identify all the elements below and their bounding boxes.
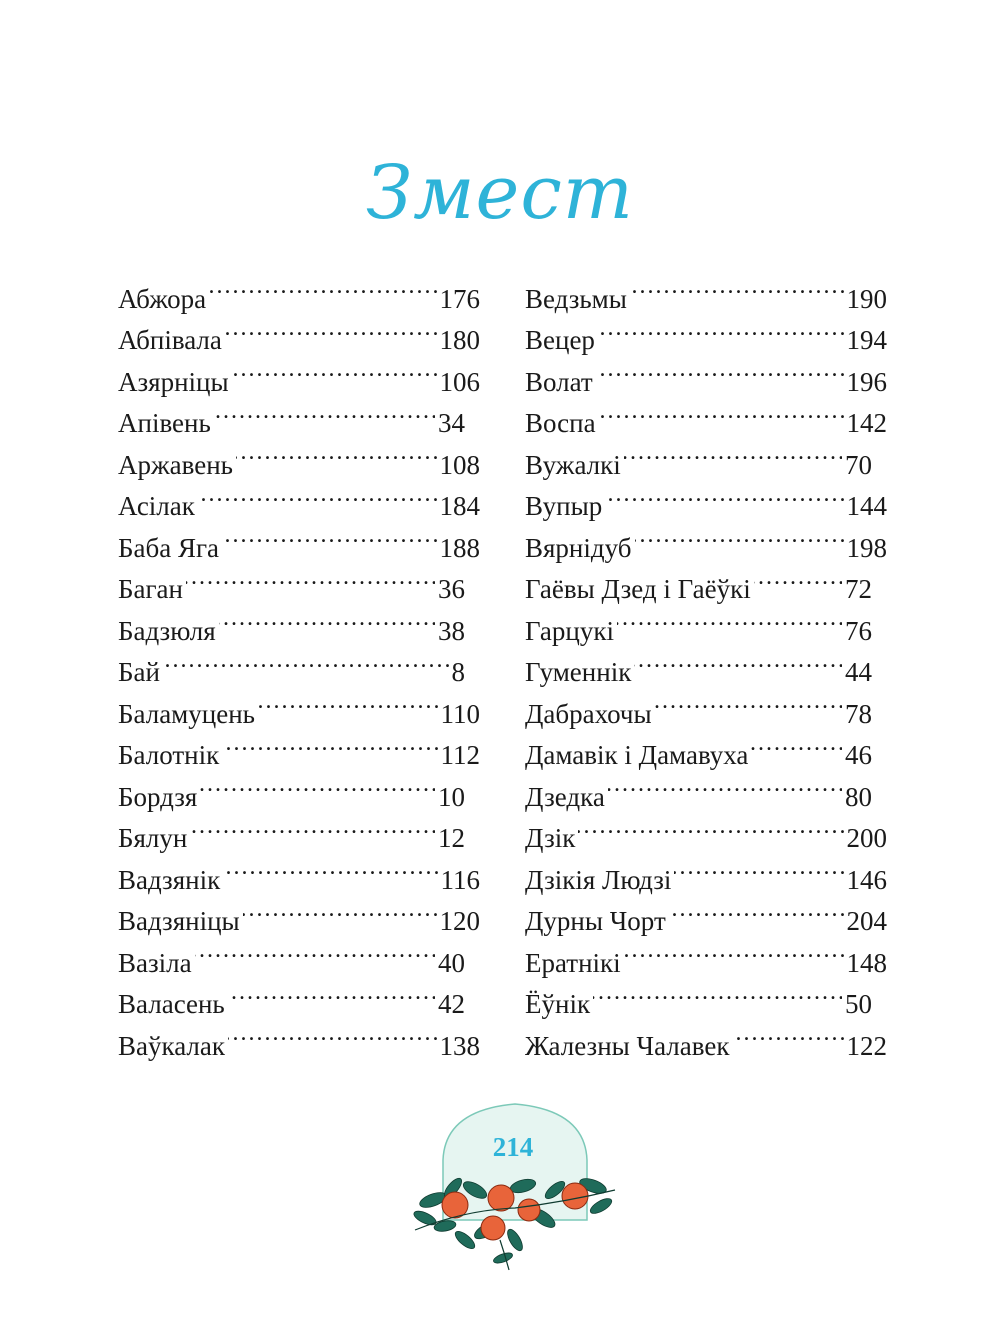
dot-leader: [593, 972, 842, 1014]
dot-leader: [190, 806, 435, 848]
dot-leader: [596, 349, 844, 391]
toc-entry-page: 144: [846, 491, 887, 521]
dot-leader: [195, 930, 435, 972]
dot-leader: [222, 515, 436, 557]
dot-leader: [232, 349, 437, 391]
toc-entry-page: 148: [846, 947, 887, 978]
dot-leader: [634, 640, 842, 682]
toc-entry-title: Бай: [118, 657, 160, 687]
toc-entry-page: 12: [438, 823, 465, 853]
toc-entry-page: 46: [845, 740, 872, 770]
toc-entry-page: 70: [845, 449, 872, 480]
dot-leader: [163, 640, 449, 682]
dot-leader: [243, 889, 437, 931]
dot-leader: [219, 598, 435, 640]
toc-entry-title: Вазіла: [118, 947, 192, 978]
dot-leader: [214, 391, 435, 433]
dot-leader: [669, 889, 844, 931]
toc-entry-page: 142: [846, 408, 887, 438]
toc-entry-title: Асілак: [118, 491, 195, 521]
toc-entry-page: 42: [438, 989, 465, 1019]
toc-entry-page: 190: [846, 283, 887, 314]
fruit-branch-ornament: [405, 1090, 625, 1290]
toc-entry: [525, 266, 887, 314]
toc-entry-page: 198: [846, 532, 887, 563]
toc-entry-page: 44: [845, 657, 872, 687]
dot-leader: [732, 1013, 843, 1055]
toc-entry-page: 184: [439, 491, 480, 521]
dot-leader: [578, 806, 843, 848]
toc-entry-page: 50: [845, 989, 872, 1019]
toc-entry-title: Дзедка: [525, 781, 605, 812]
toc-entry-title: Волат: [525, 366, 593, 397]
toc-entry-title: Абжора: [118, 283, 207, 314]
toc-entry-page: 146: [846, 864, 887, 895]
toc-entry-page: 116: [440, 864, 480, 895]
toc-entry: [118, 681, 480, 729]
dot-leader: [624, 432, 842, 474]
dot-leader: [198, 474, 437, 516]
toc-entry-title: Дурны Чорт: [525, 906, 666, 936]
dot-leader: [209, 266, 436, 308]
toc-entry-title: Ваўкалак: [118, 1030, 225, 1061]
toc-entry-title: Бордзя: [118, 781, 198, 812]
toc-entry-page: 122: [846, 1030, 887, 1061]
toc-entry-title: Апівень: [118, 408, 211, 438]
dot-leader: [608, 764, 842, 806]
toc-entry-title: Вадзянік: [118, 864, 221, 895]
toc-entry-page: 204: [846, 906, 887, 936]
dot-leader: [655, 681, 842, 723]
dot-leader: [258, 681, 438, 723]
toc-entry-title: Бадзюля: [118, 615, 216, 646]
toc-entry: [118, 266, 480, 314]
dot-leader: [225, 308, 437, 350]
toc-entry-page: 194: [846, 325, 887, 355]
toc-entry-page: 10: [438, 781, 465, 812]
toc-right-column: [525, 266, 887, 1061]
page-number: 214: [492, 1132, 534, 1162]
toc-entry-page: 176: [439, 283, 480, 314]
dot-leader: [605, 474, 843, 516]
dot-leader: [222, 723, 437, 765]
toc-entry-title: Гарцукі: [525, 615, 614, 646]
toc-entry-title: Балотнік: [118, 740, 220, 770]
dot-leader: [200, 764, 435, 806]
toc-entry-page: 110: [440, 698, 480, 729]
toc-entry-title: Баган: [118, 574, 183, 604]
toc-entry-page: 138: [439, 1030, 480, 1061]
toc-entry: [525, 806, 887, 853]
toc-entry-page: 80: [845, 781, 872, 812]
toc-entry-page: 188: [439, 532, 480, 563]
toc-entry-title: Аржавень: [118, 449, 233, 480]
toc-entry-title: Абпівала: [118, 325, 222, 355]
toc-entry-page: 38: [438, 615, 465, 646]
toc-entry-page: 76: [845, 615, 872, 646]
toc-entry-page: 72: [845, 574, 872, 604]
toc-entry: [525, 847, 887, 895]
dot-leader: [236, 432, 437, 474]
toc-entry-title: Дабрахочы: [525, 698, 652, 729]
dot-leader: [751, 723, 842, 765]
toc-entry-title: Воспа: [525, 408, 596, 438]
toc-entry-title: Гуменнік: [525, 657, 632, 687]
dot-leader: [754, 557, 842, 599]
toc-entry-title: Дзік: [525, 823, 576, 853]
toc-entry-title: Гаёвы Дзед і Гаёўкі: [525, 574, 751, 604]
dot-leader: [186, 557, 435, 599]
toc-entry-page: 200: [846, 823, 887, 853]
dot-leader: [223, 847, 437, 889]
toc-entry-title: Ёўнік: [525, 989, 591, 1019]
toc-entry-page: 78: [845, 698, 872, 729]
toc-entry-page: 36: [438, 574, 465, 604]
dot-leader: [228, 972, 435, 1014]
toc-entry-title: Вярнідуб: [525, 532, 632, 563]
dot-leader: [228, 1013, 437, 1055]
toc-entry-title: Вецер: [525, 325, 595, 355]
dot-leader: [630, 266, 844, 308]
toc-entry-title: Ведзьмы: [525, 283, 627, 314]
dot-leader: [674, 847, 843, 889]
toc-entry-title: Бялун: [118, 823, 188, 853]
dot-leader: [635, 515, 844, 557]
toc-left-column: [118, 266, 480, 1061]
toc-entry-page: 112: [440, 740, 480, 770]
dot-leader: [599, 391, 844, 433]
toc-entry-title: Вадзяніцы: [118, 906, 240, 936]
page-title: Змест: [366, 150, 634, 236]
dot-leader: [617, 598, 842, 640]
toc-entry-title: Азярніцы: [118, 366, 229, 397]
dot-leader: [624, 930, 844, 972]
toc-entry-page: 8: [451, 657, 465, 687]
toc-entry-page: 34: [438, 408, 465, 438]
toc-entry-page: 180: [439, 325, 480, 355]
toc-entry-title: Баба Яга: [118, 532, 220, 563]
toc-entry-title: Вупыр: [525, 491, 603, 521]
toc-entry-page: 40: [438, 947, 465, 978]
toc-entry-page: 106: [439, 366, 480, 397]
toc-entry-page: 120: [439, 906, 480, 936]
toc-entry-title: Баламуцень: [118, 698, 255, 729]
toc-entry-title: Дамавік і Дамавуха: [525, 740, 749, 770]
toc-entry-title: Ератнікі: [525, 947, 621, 978]
toc-entry-title: Вужалкі: [525, 449, 621, 480]
toc-entry-title: Жалезны Чалавек: [525, 1030, 730, 1061]
dot-leader: [598, 308, 844, 350]
toc-entry-page: 108: [439, 449, 480, 480]
toc-entry-page: 196: [846, 366, 887, 397]
toc-entry-title: Валасень: [118, 989, 225, 1019]
toc-entry: [118, 640, 480, 687]
toc-entry-title: Дзікія Людзі: [525, 864, 672, 895]
